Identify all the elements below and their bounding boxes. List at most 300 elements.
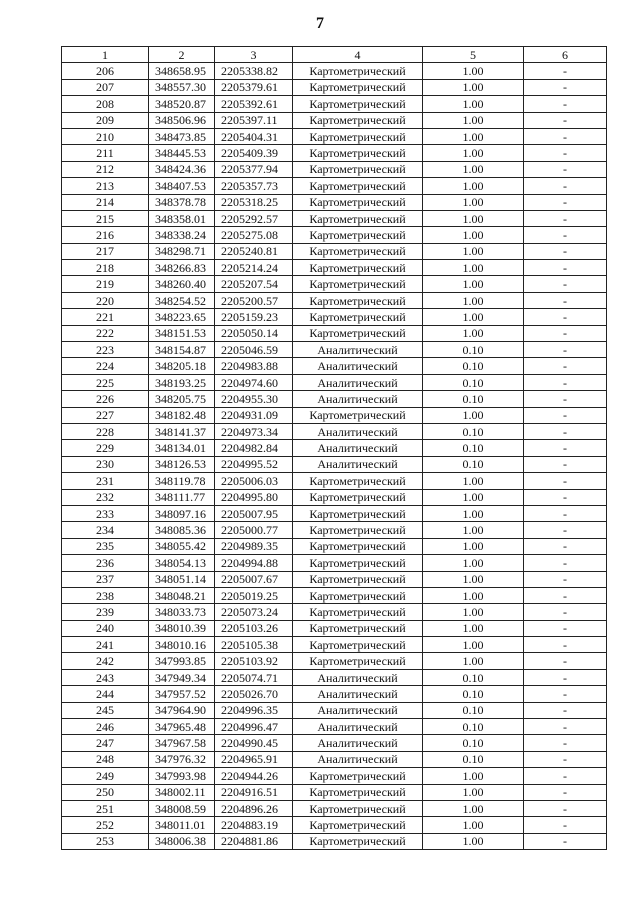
- point-number-cell: 241: [62, 637, 149, 653]
- x-coordinate-cell: 348473.85: [149, 128, 215, 144]
- method-cell: Картометрический: [293, 505, 423, 521]
- x-coordinate-cell: 348266.83: [149, 260, 215, 276]
- accuracy-cell: 1.00: [423, 292, 524, 308]
- column-header-method: 4: [293, 47, 423, 63]
- accuracy-cell: 1.00: [423, 227, 524, 243]
- x-coordinate-cell: 348424.36: [149, 161, 215, 177]
- description-cell: -: [524, 784, 607, 800]
- description-cell: -: [524, 194, 607, 210]
- x-coordinate-cell: 348506.96: [149, 112, 215, 128]
- y-coordinate-cell: 2204974.60: [215, 374, 293, 390]
- accuracy-cell: 1.00: [423, 79, 524, 95]
- method-cell: Картометрический: [293, 292, 423, 308]
- description-cell: -: [524, 555, 607, 571]
- point-number-cell: 209: [62, 112, 149, 128]
- description-cell: -: [524, 505, 607, 521]
- description-cell: -: [524, 735, 607, 751]
- accuracy-cell: 0.10: [423, 391, 524, 407]
- accuracy-cell: 1.00: [423, 538, 524, 554]
- x-coordinate-cell: 348010.39: [149, 620, 215, 636]
- accuracy-cell: 1.00: [423, 817, 524, 833]
- description-cell: -: [524, 391, 607, 407]
- y-coordinate-cell: 2205000.77: [215, 522, 293, 538]
- x-coordinate-cell: 347993.85: [149, 653, 215, 669]
- method-cell: Картометрический: [293, 325, 423, 341]
- point-number-cell: 207: [62, 79, 149, 95]
- method-cell: Картометрический: [293, 833, 423, 849]
- accuracy-cell: 0.10: [423, 423, 524, 439]
- table-row: [62, 79, 607, 95]
- method-cell: Картометрический: [293, 555, 423, 571]
- accuracy-cell: 1.00: [423, 309, 524, 325]
- description-cell: -: [524, 342, 607, 358]
- description-cell: -: [524, 800, 607, 816]
- point-number-cell: 218: [62, 260, 149, 276]
- x-coordinate-cell: 348126.53: [149, 456, 215, 472]
- y-coordinate-cell: 2205392.61: [215, 96, 293, 112]
- point-number-cell: 230: [62, 456, 149, 472]
- accuracy-cell: 1.00: [423, 194, 524, 210]
- table-row: [62, 538, 607, 554]
- x-coordinate-cell: 348557.30: [149, 79, 215, 95]
- table-row: [62, 407, 607, 423]
- description-cell: -: [524, 325, 607, 341]
- accuracy-cell: 0.10: [423, 456, 524, 472]
- method-cell: Аналитический: [293, 456, 423, 472]
- table-row: [62, 342, 607, 358]
- y-coordinate-cell: 2204973.34: [215, 423, 293, 439]
- description-cell: -: [524, 440, 607, 456]
- accuracy-cell: 0.10: [423, 719, 524, 735]
- accuracy-cell: 0.10: [423, 735, 524, 751]
- y-coordinate-cell: 2205338.82: [215, 63, 293, 79]
- description-cell: -: [524, 686, 607, 702]
- point-number-cell: 228: [62, 423, 149, 439]
- method-cell: Картометрический: [293, 309, 423, 325]
- method-cell: Картометрический: [293, 63, 423, 79]
- accuracy-cell: 1.00: [423, 473, 524, 489]
- method-cell: Аналитический: [293, 719, 423, 735]
- y-coordinate-cell: 2205019.25: [215, 587, 293, 603]
- accuracy-cell: 1.00: [423, 112, 524, 128]
- table-row: [62, 227, 607, 243]
- x-coordinate-cell: 347957.52: [149, 686, 215, 702]
- description-cell: -: [524, 358, 607, 374]
- table-row: [62, 620, 607, 636]
- method-cell: Картометрический: [293, 604, 423, 620]
- accuracy-cell: 1.00: [423, 161, 524, 177]
- table-row: [62, 292, 607, 308]
- method-cell: Аналитический: [293, 358, 423, 374]
- point-number-cell: 249: [62, 768, 149, 784]
- y-coordinate-cell: 2205073.24: [215, 604, 293, 620]
- description-cell: -: [524, 538, 607, 554]
- accuracy-cell: 1.00: [423, 407, 524, 423]
- description-cell: -: [524, 833, 607, 849]
- column-header-x: 2: [149, 47, 215, 63]
- x-coordinate-cell: 347967.58: [149, 735, 215, 751]
- description-cell: -: [524, 719, 607, 735]
- x-coordinate-cell: 348223.65: [149, 309, 215, 325]
- table-row: [62, 243, 607, 259]
- method-cell: Аналитический: [293, 669, 423, 685]
- point-number-cell: 225: [62, 374, 149, 390]
- table-row: [62, 735, 607, 751]
- point-number-cell: 236: [62, 555, 149, 571]
- point-number-cell: 206: [62, 63, 149, 79]
- table-row: [62, 489, 607, 505]
- table-row: [62, 604, 607, 620]
- y-coordinate-cell: 2204916.51: [215, 784, 293, 800]
- point-number-cell: 229: [62, 440, 149, 456]
- point-number-cell: 219: [62, 276, 149, 292]
- y-coordinate-cell: 2205050.14: [215, 325, 293, 341]
- point-number-cell: 243: [62, 669, 149, 685]
- point-number-cell: 245: [62, 702, 149, 718]
- description-cell: -: [524, 522, 607, 538]
- y-coordinate-cell: 2205409.39: [215, 145, 293, 161]
- y-coordinate-cell: 2205200.57: [215, 292, 293, 308]
- table-row: [62, 276, 607, 292]
- table-row: [62, 833, 607, 849]
- description-cell: -: [524, 227, 607, 243]
- accuracy-cell: 1.00: [423, 800, 524, 816]
- point-number-cell: 247: [62, 735, 149, 751]
- accuracy-cell: 1.00: [423, 555, 524, 571]
- y-coordinate-cell: 2205006.03: [215, 473, 293, 489]
- method-cell: Картометрический: [293, 161, 423, 177]
- accuracy-cell: 1.00: [423, 522, 524, 538]
- method-cell: Картометрический: [293, 407, 423, 423]
- accuracy-cell: 1.00: [423, 178, 524, 194]
- method-cell: Картометрический: [293, 96, 423, 112]
- y-coordinate-cell: 2205318.25: [215, 194, 293, 210]
- point-number-cell: 221: [62, 309, 149, 325]
- table-row: [62, 309, 607, 325]
- accuracy-cell: 0.10: [423, 751, 524, 767]
- table-row: [62, 751, 607, 767]
- column-header-accuracy: 5: [423, 47, 524, 63]
- table-row: [62, 571, 607, 587]
- x-coordinate-cell: 348048.21: [149, 587, 215, 603]
- x-coordinate-cell: 348154.87: [149, 342, 215, 358]
- x-coordinate-cell: 347964.90: [149, 702, 215, 718]
- method-cell: Картометрический: [293, 128, 423, 144]
- y-coordinate-cell: 2204931.09: [215, 407, 293, 423]
- description-cell: -: [524, 112, 607, 128]
- description-cell: -: [524, 374, 607, 390]
- method-cell: Аналитический: [293, 702, 423, 718]
- accuracy-cell: 1.00: [423, 96, 524, 112]
- table-row: [62, 423, 607, 439]
- point-number-cell: 223: [62, 342, 149, 358]
- y-coordinate-cell: 2205026.70: [215, 686, 293, 702]
- description-cell: -: [524, 96, 607, 112]
- accuracy-cell: 1.00: [423, 505, 524, 521]
- accuracy-cell: 1.00: [423, 587, 524, 603]
- method-cell: Картометрический: [293, 800, 423, 816]
- description-cell: -: [524, 653, 607, 669]
- method-cell: Аналитический: [293, 374, 423, 390]
- accuracy-cell: 1.00: [423, 604, 524, 620]
- description-cell: -: [524, 620, 607, 636]
- y-coordinate-cell: 2204883.19: [215, 817, 293, 833]
- x-coordinate-cell: 348054.13: [149, 555, 215, 571]
- x-coordinate-cell: 348006.38: [149, 833, 215, 849]
- point-number-cell: 240: [62, 620, 149, 636]
- table-row: [62, 505, 607, 521]
- table-row: [62, 653, 607, 669]
- point-number-cell: 244: [62, 686, 149, 702]
- point-number-cell: 248: [62, 751, 149, 767]
- accuracy-cell: 1.00: [423, 571, 524, 587]
- x-coordinate-cell: 348254.52: [149, 292, 215, 308]
- x-coordinate-cell: 348658.95: [149, 63, 215, 79]
- method-cell: Картометрический: [293, 522, 423, 538]
- method-cell: Картометрический: [293, 784, 423, 800]
- description-cell: -: [524, 702, 607, 718]
- x-coordinate-cell: 347949.34: [149, 669, 215, 685]
- description-cell: -: [524, 128, 607, 144]
- point-number-cell: 222: [62, 325, 149, 341]
- y-coordinate-cell: 2205105.38: [215, 637, 293, 653]
- table-row: [62, 96, 607, 112]
- description-cell: -: [524, 276, 607, 292]
- table-header-row: [62, 47, 607, 63]
- description-cell: -: [524, 292, 607, 308]
- table-row: [62, 456, 607, 472]
- method-cell: Картометрический: [293, 145, 423, 161]
- y-coordinate-cell: 2205379.61: [215, 79, 293, 95]
- point-number-cell: 211: [62, 145, 149, 161]
- point-number-cell: 237: [62, 571, 149, 587]
- description-cell: -: [524, 178, 607, 194]
- point-number-cell: 213: [62, 178, 149, 194]
- coordinates-table: [61, 46, 607, 850]
- accuracy-cell: 1.00: [423, 145, 524, 161]
- description-cell: -: [524, 309, 607, 325]
- accuracy-cell: 0.10: [423, 686, 524, 702]
- table-row: [62, 63, 607, 79]
- y-coordinate-cell: 2205275.08: [215, 227, 293, 243]
- y-coordinate-cell: 2204896.26: [215, 800, 293, 816]
- x-coordinate-cell: 348002.11: [149, 784, 215, 800]
- point-number-cell: 242: [62, 653, 149, 669]
- accuracy-cell: 0.10: [423, 358, 524, 374]
- column-header-y: 3: [215, 47, 293, 63]
- method-cell: Картометрический: [293, 276, 423, 292]
- description-cell: -: [524, 210, 607, 226]
- accuracy-cell: 1.00: [423, 243, 524, 259]
- accuracy-cell: 1.00: [423, 63, 524, 79]
- table-row: [62, 358, 607, 374]
- table-row: [62, 128, 607, 144]
- accuracy-cell: 0.10: [423, 669, 524, 685]
- accuracy-cell: 1.00: [423, 784, 524, 800]
- method-cell: Картометрический: [293, 587, 423, 603]
- column-header-description: 6: [524, 47, 607, 63]
- y-coordinate-cell: 2204994.88: [215, 555, 293, 571]
- point-number-cell: 238: [62, 587, 149, 603]
- accuracy-cell: 1.00: [423, 260, 524, 276]
- x-coordinate-cell: 348055.42: [149, 538, 215, 554]
- x-coordinate-cell: 348151.53: [149, 325, 215, 341]
- y-coordinate-cell: 2204990.45: [215, 735, 293, 751]
- x-coordinate-cell: 348205.18: [149, 358, 215, 374]
- table-row: [62, 587, 607, 603]
- point-number-cell: 231: [62, 473, 149, 489]
- point-number-cell: 252: [62, 817, 149, 833]
- method-cell: Картометрический: [293, 817, 423, 833]
- table-row: [62, 145, 607, 161]
- description-cell: -: [524, 768, 607, 784]
- accuracy-cell: 1.00: [423, 653, 524, 669]
- x-coordinate-cell: 348193.25: [149, 374, 215, 390]
- y-coordinate-cell: 2205292.57: [215, 210, 293, 226]
- accuracy-cell: 1.00: [423, 128, 524, 144]
- table-row: [62, 210, 607, 226]
- table-body: [62, 63, 607, 850]
- y-coordinate-cell: 2204996.47: [215, 719, 293, 735]
- x-coordinate-cell: 348520.87: [149, 96, 215, 112]
- accuracy-cell: 0.10: [423, 702, 524, 718]
- x-coordinate-cell: 347976.32: [149, 751, 215, 767]
- table-row: [62, 768, 607, 784]
- x-coordinate-cell: 348097.16: [149, 505, 215, 521]
- point-number-cell: 227: [62, 407, 149, 423]
- point-number-cell: 226: [62, 391, 149, 407]
- description-cell: -: [524, 751, 607, 767]
- y-coordinate-cell: 2205074.71: [215, 669, 293, 685]
- method-cell: Картометрический: [293, 260, 423, 276]
- description-cell: -: [524, 489, 607, 505]
- x-coordinate-cell: 348298.71: [149, 243, 215, 259]
- table-row: [62, 178, 607, 194]
- x-coordinate-cell: 348111.77: [149, 489, 215, 505]
- x-coordinate-cell: 348378.78: [149, 194, 215, 210]
- point-number-cell: 251: [62, 800, 149, 816]
- accuracy-cell: 1.00: [423, 620, 524, 636]
- y-coordinate-cell: 2205214.24: [215, 260, 293, 276]
- description-cell: -: [524, 407, 607, 423]
- method-cell: Картометрический: [293, 112, 423, 128]
- table-row: [62, 325, 607, 341]
- description-cell: -: [524, 243, 607, 259]
- y-coordinate-cell: 2205377.94: [215, 161, 293, 177]
- point-number-cell: 214: [62, 194, 149, 210]
- accuracy-cell: 1.00: [423, 768, 524, 784]
- table-row: [62, 260, 607, 276]
- description-cell: -: [524, 669, 607, 685]
- y-coordinate-cell: 2205207.54: [215, 276, 293, 292]
- method-cell: Картометрический: [293, 637, 423, 653]
- description-cell: -: [524, 817, 607, 833]
- y-coordinate-cell: 2204881.86: [215, 833, 293, 849]
- y-coordinate-cell: 2204982.84: [215, 440, 293, 456]
- point-number-cell: 215: [62, 210, 149, 226]
- method-cell: Аналитический: [293, 342, 423, 358]
- point-number-cell: 220: [62, 292, 149, 308]
- method-cell: Аналитический: [293, 735, 423, 751]
- y-coordinate-cell: 2205007.95: [215, 505, 293, 521]
- description-cell: -: [524, 473, 607, 489]
- description-cell: -: [524, 604, 607, 620]
- method-cell: Аналитический: [293, 440, 423, 456]
- x-coordinate-cell: 348011.01: [149, 817, 215, 833]
- method-cell: Картометрический: [293, 538, 423, 554]
- point-number-cell: 239: [62, 604, 149, 620]
- y-coordinate-cell: 2205240.81: [215, 243, 293, 259]
- y-coordinate-cell: 2204944.26: [215, 768, 293, 784]
- description-cell: -: [524, 587, 607, 603]
- table-row: [62, 817, 607, 833]
- accuracy-cell: 1.00: [423, 276, 524, 292]
- method-cell: Картометрический: [293, 227, 423, 243]
- x-coordinate-cell: 348010.16: [149, 637, 215, 653]
- x-coordinate-cell: 348338.24: [149, 227, 215, 243]
- table-row: [62, 522, 607, 538]
- x-coordinate-cell: 348141.37: [149, 423, 215, 439]
- accuracy-cell: 0.10: [423, 342, 524, 358]
- y-coordinate-cell: 2205357.73: [215, 178, 293, 194]
- x-coordinate-cell: 348407.53: [149, 178, 215, 194]
- accuracy-cell: 1.00: [423, 489, 524, 505]
- method-cell: Картометрический: [293, 79, 423, 95]
- x-coordinate-cell: 348119.78: [149, 473, 215, 489]
- method-cell: Картометрический: [293, 653, 423, 669]
- y-coordinate-cell: 2205404.31: [215, 128, 293, 144]
- y-coordinate-cell: 2205103.92: [215, 653, 293, 669]
- table-row: [62, 161, 607, 177]
- x-coordinate-cell: 348445.53: [149, 145, 215, 161]
- x-coordinate-cell: 348008.59: [149, 800, 215, 816]
- x-coordinate-cell: 348182.48: [149, 407, 215, 423]
- table-row: [62, 391, 607, 407]
- x-coordinate-cell: 348033.73: [149, 604, 215, 620]
- method-cell: Картометрический: [293, 178, 423, 194]
- column-header-point-number: 1: [62, 47, 149, 63]
- table-row: [62, 669, 607, 685]
- description-cell: -: [524, 637, 607, 653]
- y-coordinate-cell: 2205046.59: [215, 342, 293, 358]
- x-coordinate-cell: 347993.98: [149, 768, 215, 784]
- y-coordinate-cell: 2204996.35: [215, 702, 293, 718]
- description-cell: -: [524, 79, 607, 95]
- method-cell: Картометрический: [293, 473, 423, 489]
- y-coordinate-cell: 2204989.35: [215, 538, 293, 554]
- y-coordinate-cell: 2205159.23: [215, 309, 293, 325]
- x-coordinate-cell: 347965.48: [149, 719, 215, 735]
- point-number-cell: 208: [62, 96, 149, 112]
- x-coordinate-cell: 348134.01: [149, 440, 215, 456]
- accuracy-cell: 0.10: [423, 374, 524, 390]
- table-row: [62, 637, 607, 653]
- table-row: [62, 473, 607, 489]
- point-number-cell: 250: [62, 784, 149, 800]
- point-number-cell: 212: [62, 161, 149, 177]
- method-cell: Картометрический: [293, 571, 423, 587]
- table-row: [62, 374, 607, 390]
- method-cell: Картометрический: [293, 243, 423, 259]
- method-cell: Картометрический: [293, 489, 423, 505]
- point-number-cell: 224: [62, 358, 149, 374]
- x-coordinate-cell: 348260.40: [149, 276, 215, 292]
- description-cell: -: [524, 145, 607, 161]
- point-number-cell: 217: [62, 243, 149, 259]
- y-coordinate-cell: 2205103.26: [215, 620, 293, 636]
- y-coordinate-cell: 2205397.11: [215, 112, 293, 128]
- table-row: [62, 194, 607, 210]
